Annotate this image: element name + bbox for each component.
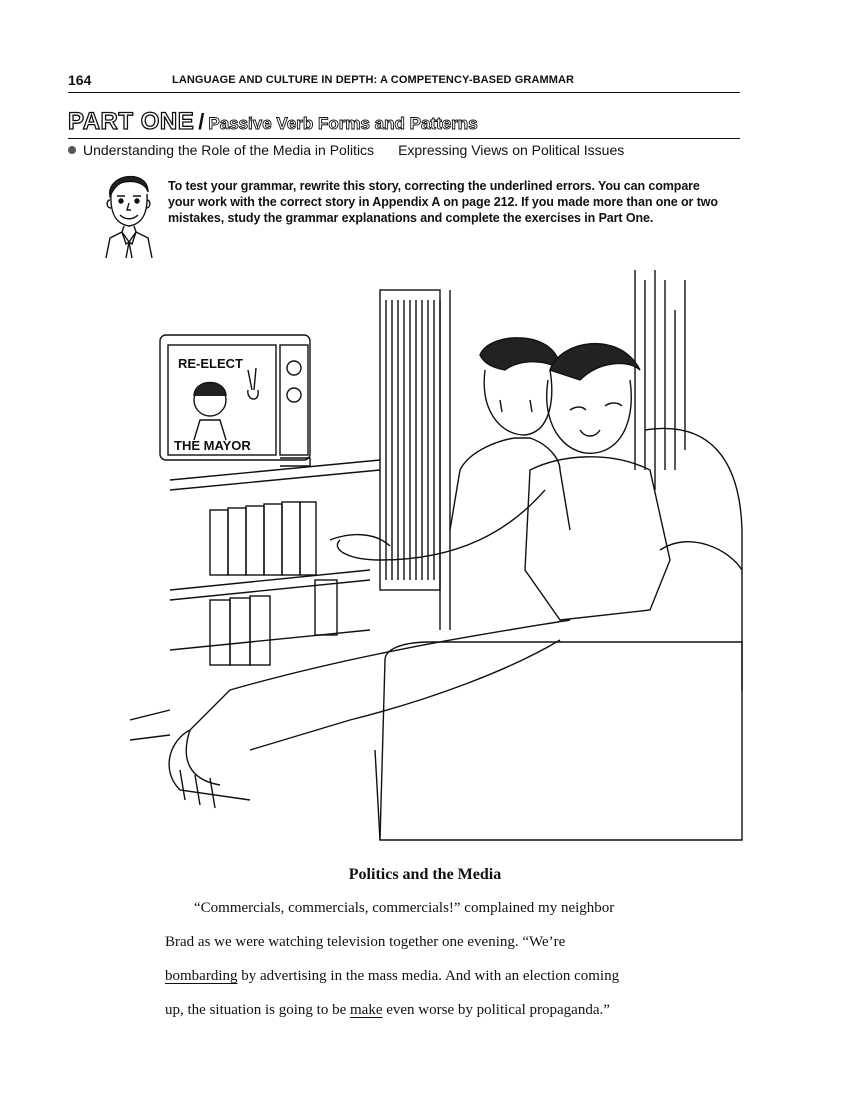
story-line: Brad as we were watching television together one evening. “We’re bbox=[165, 934, 566, 950]
story-text: even worse by political propaganda.” bbox=[382, 1002, 610, 1018]
part-heading bbox=[68, 108, 740, 139]
story-line bbox=[165, 968, 619, 985]
bullet-icon bbox=[68, 146, 76, 154]
part-subtitle: Passive Verb Forms and Patterns bbox=[208, 114, 478, 133]
story-text: by advertising in the mass media. And with an election coming bbox=[237, 968, 620, 984]
story-line bbox=[165, 1002, 610, 1019]
tv-caption-bottom: THE MAYOR bbox=[174, 438, 251, 453]
story-text: up, the situation is going to be bbox=[165, 1002, 350, 1018]
story-line: “Commercials, commercials, commercials!” complained my neighbor bbox=[194, 900, 615, 916]
topic-item: Expressing Views on Political Issues bbox=[398, 142, 625, 158]
part-label: PART ONE bbox=[68, 108, 195, 135]
story-title: Politics and the Media bbox=[348, 866, 502, 883]
underlined-error: make bbox=[350, 1002, 383, 1018]
running-title: LANGUAGE AND CULTURE IN DEPTH: A COMPETENCY-BASED GRAMMAR bbox=[172, 74, 575, 86]
page-number: 164 bbox=[68, 72, 92, 88]
tv-caption-top: RE-ELECT bbox=[178, 356, 243, 371]
instructions-text: To test your grammar, rewrite this story, correcting the underlined errors. You can compare your work with the correct story in Appendix A on page 212. If you made more than one or two mistakes, study the grammar explanations and complete the exercises in Part One. bbox=[168, 179, 718, 225]
living-room-illustration bbox=[130, 270, 745, 845]
underlined-error: bombarding bbox=[165, 968, 238, 984]
teacher-icon bbox=[100, 166, 158, 258]
topic-item: Understanding the Role of the Media in Politics bbox=[83, 142, 375, 158]
part-separator: / bbox=[198, 109, 205, 134]
running-head bbox=[68, 72, 740, 93]
topics-line bbox=[68, 142, 624, 158]
